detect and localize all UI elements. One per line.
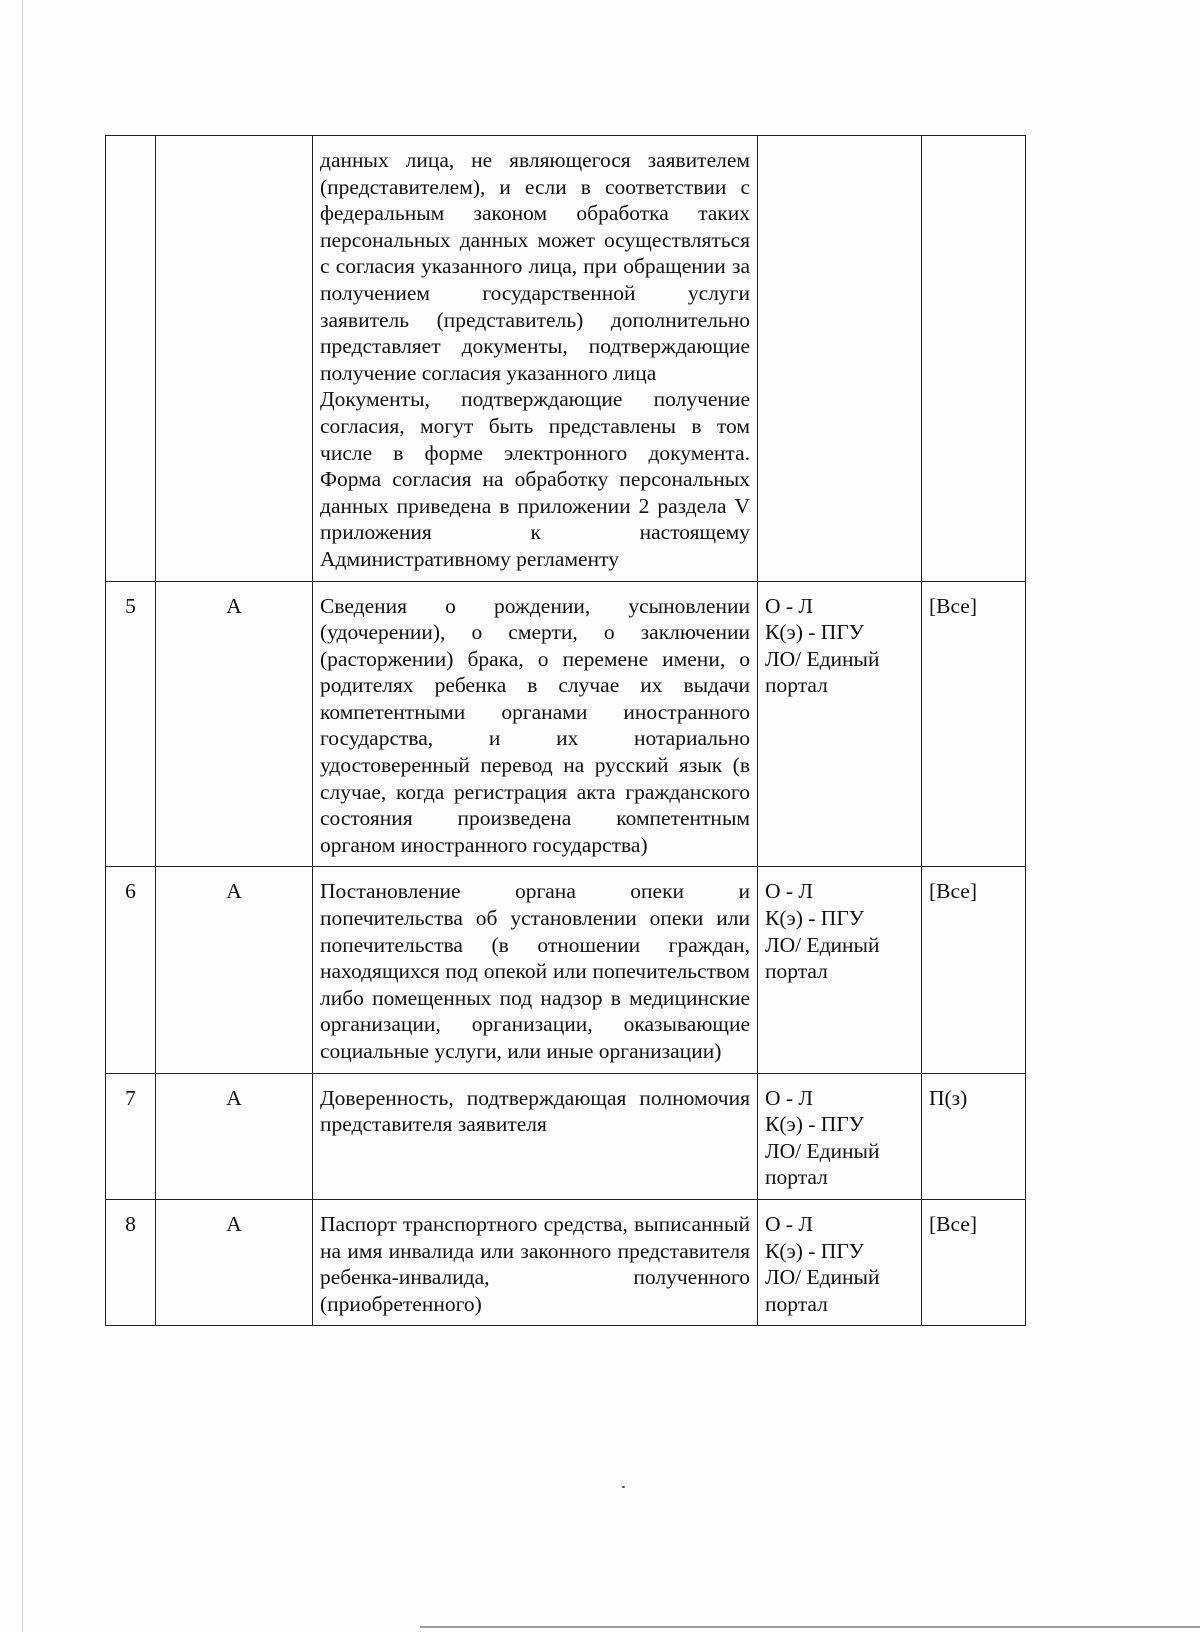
source-line: О - Л <box>765 593 814 618</box>
row-type <box>156 136 313 582</box>
scan-bottom-line <box>420 1626 1200 1628</box>
source-line: О - Л <box>765 1085 814 1110</box>
source-line: портал <box>765 959 828 984</box>
row-category: [Все] <box>922 867 1026 1073</box>
row-number: 5 <box>106 581 156 867</box>
row-description: Сведения о рождении, усыновлении (удочерении), о смерти, о заключении (расторжении) брака, о перемене имени, о родителях ребенка в случае их выдачи компетентными органами иностранного государства, и их нотариально удостоверенный перевод на русский язык (в случае, когда регистрация акта гражданского состояния произведена компетентным органом иностранного государства) <box>313 581 758 867</box>
table-row <box>106 581 1026 867</box>
row-source <box>758 1073 922 1199</box>
source-line: К(э) - ПГУ <box>765 906 864 931</box>
row-description: Постановление органа опеки и попечительства об установлении опеки или попечительства (в отношении граждан, находящихся под опекой или попечительством либо помещенных под надзор в медицинские организации, организации, оказывающие социальные услуги, или иные организации) <box>313 867 758 1073</box>
table-row <box>106 1073 1026 1199</box>
row-number <box>106 136 156 582</box>
row-number: 6 <box>106 867 156 1073</box>
scan-speck <box>622 1486 625 1488</box>
scan-edge-line <box>22 0 23 1632</box>
source-line: О - Л <box>765 1211 814 1236</box>
row-number: 7 <box>106 1073 156 1199</box>
source-line: портал <box>765 1165 828 1190</box>
table-row <box>106 136 1026 582</box>
row-description: Доверенность, подтверждающая полномочия представителя заявителя <box>313 1073 758 1199</box>
source-line: портал <box>765 1291 828 1316</box>
table-row <box>106 867 1026 1073</box>
source-line: К(э) - ПГУ <box>765 620 864 645</box>
documents-table <box>105 135 1026 1326</box>
row-type: А <box>156 581 313 867</box>
row-type: А <box>156 1073 313 1199</box>
row-source <box>758 867 922 1073</box>
row-category <box>922 136 1026 582</box>
source-line: ЛО/ Единый <box>765 1138 880 1163</box>
row-source <box>758 581 922 867</box>
source-line: К(э) - ПГУ <box>765 1112 864 1137</box>
source-line: О - Л <box>765 879 814 904</box>
row-type: А <box>156 867 313 1073</box>
row-description <box>313 136 758 582</box>
row-number: 8 <box>106 1199 156 1325</box>
source-line: ЛО/ Единый <box>765 1265 880 1290</box>
source-line: К(э) - ПГУ <box>765 1238 864 1263</box>
row-category: [Все] <box>922 581 1026 867</box>
row-category: [Все] <box>922 1199 1026 1325</box>
row-type: А <box>156 1199 313 1325</box>
source-line: ЛО/ Единый <box>765 646 880 671</box>
row-description: Паспорт транспортного средства, выписанный на имя инвалида или законного представителя ребенка-инвалида, полученного (приобретенного) <box>313 1199 758 1325</box>
row-description-text: данных лица, не являющегося заявителем (представителем), и если в соответствии с федеральным законом обработка таких персональных данных может осуществляться с согласия указанного лица, при обращении за получением государственной услуги заявитель (представитель) дополнительно представляет документы, подтверждающие получение согласия указанного лица <box>320 148 750 385</box>
source-line: портал <box>765 673 828 698</box>
row-category: П(з) <box>922 1073 1026 1199</box>
source-line: ЛО/ Единый <box>765 932 880 957</box>
row-source <box>758 136 922 582</box>
row-description-text-2: Документы, подтверждающие получение согласия, могут быть представлены в том числе в форме электронного документа. Форма согласия на обработку персональных данных приведена в приложении 2 раздела V приложения к настоящему Административному регламенту <box>320 387 750 571</box>
table-row <box>106 1199 1026 1325</box>
row-source <box>758 1199 922 1325</box>
